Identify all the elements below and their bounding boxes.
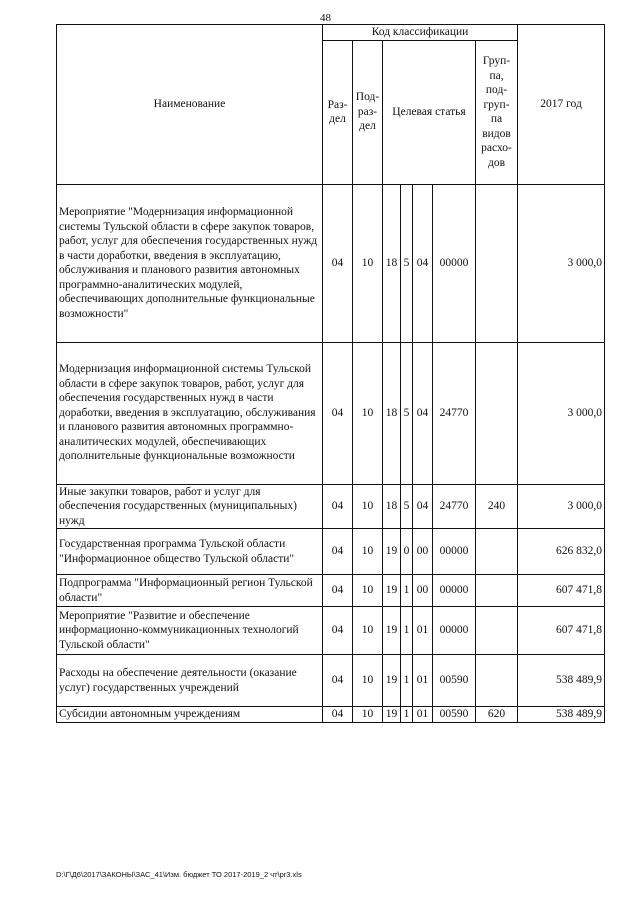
table-row [57, 342, 605, 484]
row-target-subprogram: 5 [401, 184, 413, 342]
row-subsection: 10 [353, 342, 383, 484]
row-target-direction: 00000 [433, 607, 476, 655]
row-target-event: 01 [413, 707, 433, 723]
row-name: Государственная программа Тульской области "Информационное общество Тульской области" [57, 529, 323, 575]
row-target-program: 18 [383, 484, 401, 529]
budget-table [56, 24, 605, 723]
row-amount: 3 000,0 [518, 342, 605, 484]
row-target-direction: 00590 [433, 655, 476, 707]
row-target-subprogram: 5 [401, 484, 413, 529]
row-target-subprogram: 1 [401, 655, 413, 707]
row-name: Мероприятие "Развитие и обеспечение информационно-коммуникационных технологий Тульской области" [57, 607, 323, 655]
row-amount: 607 471,8 [518, 575, 605, 607]
header-subsection: Под- раз- дел [353, 40, 383, 184]
row-name: Модернизация информационной системы Тульской области в сфере закупок товаров, работ, услуг для обеспечения государственных нужд в части доработки, введения в эксплуатацию, обслуживания и планового развития автономных программно-аналитических модулей, обеспечивающих дополнительные функциональные возможности [57, 342, 323, 484]
row-target-event: 01 [413, 607, 433, 655]
row-amount: 3 000,0 [518, 484, 605, 529]
row-amount: 538 489,9 [518, 655, 605, 707]
row-target-direction: 00000 [433, 575, 476, 607]
row-target-event: 04 [413, 484, 433, 529]
row-target-program: 18 [383, 342, 401, 484]
row-subsection: 10 [353, 484, 383, 529]
table-row [57, 529, 605, 575]
table-body [57, 184, 605, 722]
row-subsection: 10 [353, 655, 383, 707]
row-target-subprogram: 0 [401, 529, 413, 575]
row-expense-group [476, 529, 518, 575]
row-expense-group [476, 184, 518, 342]
header-name: Наименование [57, 25, 323, 185]
header-row-top [57, 25, 605, 41]
row-target-program: 19 [383, 607, 401, 655]
row-expense-group [476, 655, 518, 707]
row-target-event: 00 [413, 575, 433, 607]
header-classification-code: Код классификации [323, 25, 518, 41]
row-section: 04 [323, 707, 353, 723]
row-section: 04 [323, 575, 353, 607]
row-section: 04 [323, 655, 353, 707]
row-name: Расходы на обеспечение деятельности (оказание услуг) государственных учреждений [57, 655, 323, 707]
row-expense-group: 240 [476, 484, 518, 529]
row-amount: 3 000,0 [518, 184, 605, 342]
row-target-event: 04 [413, 342, 433, 484]
table-row [57, 607, 605, 655]
header-year: 2017 год [518, 25, 605, 185]
row-expense-group [476, 607, 518, 655]
row-target-program: 19 [383, 655, 401, 707]
row-target-program: 18 [383, 184, 401, 342]
row-target-event: 01 [413, 655, 433, 707]
row-expense-group [476, 575, 518, 607]
table-row [57, 575, 605, 607]
row-name: Подпрограмма "Информационный регион Тульской области" [57, 575, 323, 607]
row-target-event: 00 [413, 529, 433, 575]
row-name: Иные закупки товаров, работ и услуг для обеспечения государственных (муниципальных) нужд [57, 484, 323, 529]
row-target-subprogram: 1 [401, 607, 413, 655]
row-subsection: 10 [353, 184, 383, 342]
row-name: Мероприятие "Модернизация информационной системы Тульской области в сфере закупок товаров, работ, услуг для обеспечения государственных нужд в части доработки, введения в эксплуатацию, обслуживания и планового развития автономных программно-аналитических модулей, обеспечивающих дополнительные функциональные возможности" [57, 184, 323, 342]
row-expense-group: 620 [476, 707, 518, 723]
row-target-direction: 00590 [433, 707, 476, 723]
page-number: 48 [320, 12, 331, 24]
row-section: 04 [323, 484, 353, 529]
row-section: 04 [323, 342, 353, 484]
row-amount: 607 471,8 [518, 607, 605, 655]
row-subsection: 10 [353, 529, 383, 575]
table-row [57, 484, 605, 529]
footer-file-path: D:\Г\Д6\2017\ЗАКОНЫ\ЗАС_41\Изм. бюджет ТО 2017-2019_2 чт\pr3.xls [56, 870, 302, 879]
row-target-subprogram: 1 [401, 575, 413, 607]
table-row [57, 184, 605, 342]
row-target-direction: 24770 [433, 484, 476, 529]
row-amount: 538 489,9 [518, 707, 605, 723]
row-expense-group [476, 342, 518, 484]
row-target-event: 04 [413, 184, 433, 342]
row-target-subprogram: 1 [401, 707, 413, 723]
row-target-program: 19 [383, 575, 401, 607]
row-target-program: 19 [383, 707, 401, 723]
row-target-direction: 00000 [433, 529, 476, 575]
header-section: Раз- дел [323, 40, 353, 184]
row-target-program: 19 [383, 529, 401, 575]
row-section: 04 [323, 607, 353, 655]
row-amount: 626 832,0 [518, 529, 605, 575]
row-section: 04 [323, 184, 353, 342]
row-name: Субсидии автономным учреждениям [57, 707, 323, 723]
row-target-direction: 00000 [433, 184, 476, 342]
row-section: 04 [323, 529, 353, 575]
header-expense-group: Груп- па, под- груп- па видов расхо- дов [476, 40, 518, 184]
table-row [57, 707, 605, 723]
row-subsection: 10 [353, 575, 383, 607]
row-subsection: 10 [353, 707, 383, 723]
table-row [57, 655, 605, 707]
row-target-direction: 24770 [433, 342, 476, 484]
header-target-article: Целевая статья [383, 40, 476, 184]
row-subsection: 10 [353, 607, 383, 655]
row-target-subprogram: 5 [401, 342, 413, 484]
